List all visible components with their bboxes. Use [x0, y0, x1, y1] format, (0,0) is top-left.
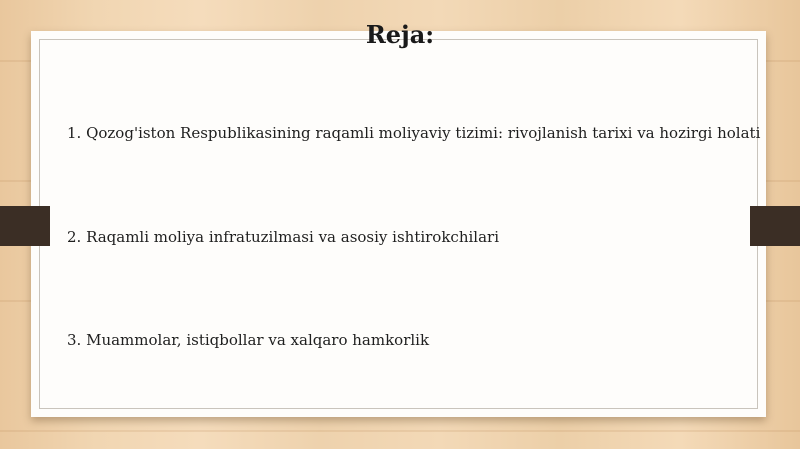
left-side-band: [0, 206, 50, 246]
slide-card: [31, 31, 766, 417]
wood-grain: [0, 430, 800, 432]
plan-item-1: 1. Qozog'iston Respublikasining raqamli moliyaviy tizimi: rivojlanish tarixi va hozirgi holati: [67, 124, 761, 142]
plan-item-3: 3. Muammolar, istiqbollar va xalqaro hamkorlik: [67, 331, 430, 349]
plan-item-2: 2. Raqamli moliya infratuzilmasi va asosiy ishtirokchilari: [67, 228, 499, 246]
slide-title: Reja:: [365, 20, 435, 49]
right-side-band: [750, 206, 800, 246]
slide-card-border: [39, 39, 761, 409]
